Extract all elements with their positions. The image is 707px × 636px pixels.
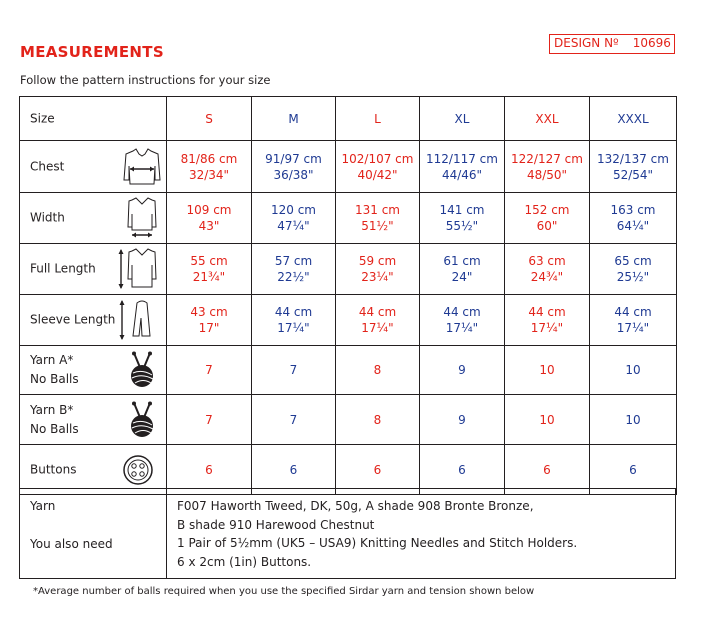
measure-cell: [420, 295, 505, 346]
cm-value: 109 cm: [186, 203, 232, 217]
balls-value: 7: [252, 346, 336, 395]
balls-value: 10: [590, 346, 677, 395]
cm-value: 44 cm: [358, 305, 397, 319]
measure-cell: [420, 193, 505, 244]
buttons-value: 6: [167, 445, 252, 495]
row-label: Full Length: [30, 261, 96, 276]
inch-value: 22½": [277, 270, 310, 284]
measure-cell: [505, 244, 590, 295]
measure-cell: [167, 244, 252, 295]
row-label-cell: [20, 295, 167, 346]
cm-value: 65 cm: [614, 254, 652, 268]
measure-cell: [505, 141, 590, 193]
cm-value: 152 cm: [524, 203, 570, 217]
measure-cell: [336, 141, 420, 193]
need-line: 1 Pair of 5½mm (UK5 – USA9) Knitting Needles and Stitch Holders.: [177, 536, 578, 550]
inch-value: 32/34": [188, 167, 230, 182]
inch-value: 47¼": [277, 219, 310, 233]
yarn-details-cell: [167, 489, 676, 579]
cm-value: 102/107 cm: [341, 151, 414, 166]
inch-value: 17¼": [361, 321, 394, 335]
size-header-row: [20, 97, 677, 141]
row-label-cell: [20, 244, 167, 295]
table-row: [20, 445, 677, 495]
row-label-cell: [20, 193, 167, 244]
width-measure-icon: [124, 196, 160, 240]
inch-value: 51½": [361, 219, 394, 233]
measure-cell: [590, 193, 677, 244]
cm-value: 44 cm: [528, 305, 566, 319]
yarn-label: Yarn: [30, 499, 56, 513]
chest-measure-icon: [120, 146, 164, 188]
buttons-value: 6: [505, 445, 590, 495]
length-measure-icon: [116, 247, 162, 291]
table-row: [20, 244, 677, 295]
measure-cell: [336, 295, 420, 346]
label-line: Yarn B*: [30, 402, 74, 417]
row-label: Chest: [30, 159, 65, 173]
balls-value: 10: [505, 346, 590, 395]
measure-cell: [336, 244, 420, 295]
table-row: [20, 346, 677, 395]
buttons-value: 6: [420, 445, 505, 495]
measure-cell: [167, 141, 252, 193]
design-number-box: [549, 34, 675, 54]
table-row: [20, 395, 677, 445]
inch-value: 21¾": [192, 270, 226, 284]
balls-value: 8: [336, 395, 420, 445]
yarn-line: F007 Haworth Tweed, DK, 50g, A shade 908 Bronte Bronze,: [177, 499, 534, 513]
size-table: [19, 96, 677, 495]
size-header: XXXL: [590, 97, 677, 141]
row-label-cell: [20, 141, 167, 193]
balls-value: 7: [252, 395, 336, 445]
size-header: XL: [420, 97, 505, 141]
inch-value: 43": [198, 219, 220, 233]
inch-value: 40/42": [357, 167, 398, 182]
inch-value: 17": [198, 321, 220, 335]
inch-value: 17¼": [530, 321, 564, 335]
cm-value: 55 cm: [190, 254, 228, 268]
cm-value: 81/86 cm: [180, 151, 238, 166]
sleeve-measure-icon: [117, 298, 155, 342]
cm-value: 122/127 cm: [511, 151, 583, 166]
measure-cell: [590, 141, 677, 193]
size-label: Size: [30, 111, 55, 125]
measure-cell: [167, 193, 252, 244]
row-label: [30, 351, 79, 389]
need-line: 6 x 2cm (1in) Buttons.: [177, 554, 312, 569]
need-label: You also need: [30, 537, 113, 551]
design-label: DESIGN Nº: [554, 36, 619, 50]
cm-value: 43 cm: [190, 305, 228, 319]
balls-value: 8: [336, 346, 420, 395]
measure-cell: [420, 141, 505, 193]
yarn-ball-icon: [126, 351, 158, 389]
cm-value: 61 cm: [443, 254, 481, 268]
inch-value: 17¼": [445, 321, 479, 335]
measure-cell: [505, 193, 590, 244]
size-header: M: [252, 97, 336, 141]
inch-value: 48/50": [526, 167, 568, 182]
table-row: [20, 193, 677, 244]
inch-value: 17¼": [616, 321, 650, 335]
balls-value: 7: [167, 395, 252, 445]
inch-value: 64¼": [616, 219, 650, 233]
measure-cell: [252, 141, 336, 193]
measure-cell: [167, 295, 252, 346]
design-number: 10696: [632, 36, 671, 50]
row-label: Sleeve Length: [30, 312, 116, 327]
measure-cell: [420, 244, 505, 295]
yarn-ball-icon: [126, 401, 158, 439]
yarn-requirements-table: [19, 488, 676, 579]
cm-value: 44 cm: [274, 305, 313, 319]
yarn-label-cell: [20, 489, 167, 579]
cm-value: 120 cm: [270, 203, 316, 217]
row-label: Width: [30, 210, 65, 225]
subtitle: Follow the pattern instructions for your size: [20, 73, 271, 87]
row-label: Buttons: [30, 462, 77, 476]
cm-value: 141 cm: [439, 203, 485, 217]
cm-value: 63 cm: [528, 254, 566, 268]
measure-cell: [252, 193, 336, 244]
footnote: *Average number of balls required when you use the specified Sirdar yarn and tension shown below: [33, 586, 535, 597]
size-header: XXL: [505, 97, 590, 141]
cm-value: 59 cm: [358, 254, 397, 268]
cm-value: 132/137 cm: [597, 151, 669, 166]
row-label-cell: [20, 346, 167, 395]
cm-value: 112/117 cm: [426, 151, 498, 166]
balls-value: 9: [420, 395, 505, 445]
size-header: L: [336, 97, 420, 141]
page-title: MEASUREMENTS: [20, 43, 164, 61]
balls-value: 10: [505, 395, 590, 445]
inch-value: 36/38": [273, 167, 314, 182]
measure-cell: [336, 193, 420, 244]
cm-value: 44 cm: [443, 305, 481, 319]
row-label: [30, 401, 79, 439]
inch-value: 44/46": [441, 167, 483, 182]
measure-cell: [252, 295, 336, 346]
row-label-cell: [20, 445, 167, 495]
yarn-line: B shade 910 Harewood Chestnut: [177, 517, 375, 532]
cm-value: 91/97 cm: [265, 151, 322, 166]
measure-cell: [252, 244, 336, 295]
label-line: No Balls: [30, 421, 79, 436]
row-label-cell: [20, 395, 167, 445]
table-row: [20, 295, 677, 346]
inch-value: 60": [536, 219, 558, 233]
label-line: No Balls: [30, 372, 79, 386]
inch-value: 24¾": [530, 270, 564, 284]
balls-value: 10: [590, 395, 677, 445]
inch-value: 55½": [445, 219, 479, 233]
measure-cell: [590, 295, 677, 346]
size-label-cell: [20, 97, 167, 141]
measure-cell: [590, 244, 677, 295]
size-header: S: [167, 97, 252, 141]
cm-value: 131 cm: [354, 203, 400, 217]
cm-value: 44 cm: [614, 305, 652, 319]
inch-value: 52/54": [612, 167, 654, 182]
inch-value: 17¼": [277, 321, 310, 335]
buttons-value: 6: [252, 445, 336, 495]
inch-value: 23¼": [361, 270, 394, 284]
balls-value: 9: [420, 346, 505, 395]
button-icon: [122, 454, 154, 486]
table-row: [20, 141, 677, 193]
buttons-value: 6: [336, 445, 420, 495]
buttons-value: 6: [590, 445, 677, 495]
inch-value: 24": [451, 270, 473, 284]
cm-value: 163 cm: [610, 203, 656, 217]
cm-value: 57 cm: [274, 254, 313, 268]
measure-cell: [505, 295, 590, 346]
label-line: Yarn A*: [30, 353, 74, 367]
inch-value: 25½": [616, 270, 650, 284]
balls-value: 7: [167, 346, 252, 395]
